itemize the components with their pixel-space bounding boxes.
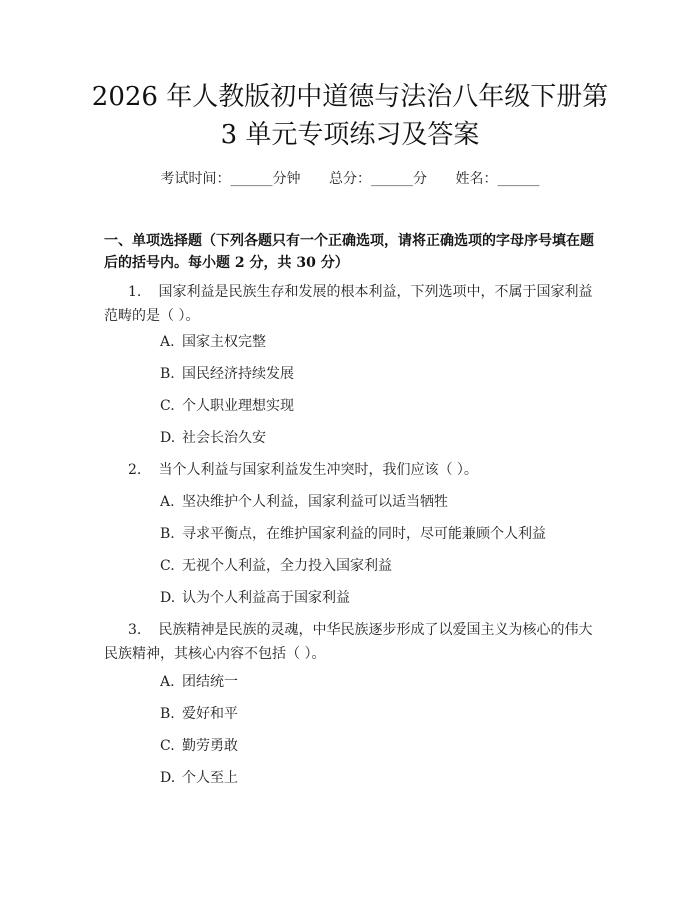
option-text: 国家主权完整	[182, 334, 266, 350]
question-2	[104, 458, 604, 482]
question-3	[104, 618, 604, 666]
question-1-option-d	[160, 428, 266, 448]
question-2-option-d	[160, 588, 350, 608]
question-3-option-b	[160, 704, 238, 724]
question-1	[104, 280, 604, 328]
question-text: 当个人利益与国家利益发生冲突时，我们应该（ ）。	[158, 462, 478, 478]
question-1-option-a	[160, 332, 266, 352]
document-title-line2: 3 单元专项练习及答案	[220, 120, 480, 150]
option-letter: D.	[160, 430, 176, 446]
option-text: 个人至上	[182, 770, 238, 786]
option-letter: B.	[160, 366, 175, 382]
option-letter: B.	[160, 706, 175, 722]
option-letter: D.	[160, 590, 176, 606]
question-number: 1.	[128, 284, 142, 300]
option-letter: B.	[160, 526, 175, 542]
option-text: 国民经济持续发展	[182, 366, 294, 382]
question-number: 3.	[128, 622, 142, 638]
option-letter: C.	[160, 738, 175, 754]
option-letter: A.	[160, 674, 175, 690]
question-number: 2.	[128, 462, 142, 478]
question-2-option-c	[160, 556, 392, 576]
option-text: 坚决维护个人利益，国家利益可以适当牺牲	[182, 494, 448, 510]
document-title-line1: 2026 年人教版初中道德与法治八年级下册第	[91, 82, 609, 112]
option-letter: D.	[160, 770, 176, 786]
option-letter: C.	[160, 398, 175, 414]
question-2-option-b	[160, 524, 546, 544]
option-text: 个人职业理想实现	[182, 398, 294, 414]
student-name-label: 姓名：______	[455, 171, 540, 187]
question-3-option-a	[160, 672, 238, 692]
question-3-option-c	[160, 736, 238, 756]
option-text: 认为个人利益高于国家利益	[182, 590, 350, 606]
section-heading: 一、单项选择题（下列各题只有一个正确选项，请将正确选项的字母序号填在题后的括号内。每小题 2 分，共 30 分）	[104, 233, 594, 271]
question-text: 民族精神是民族的灵魂，中华民族逐步形成了以爱国主义为核心的伟大民族精神，其核心内容不包括（ ）。	[104, 622, 593, 662]
option-text: 团结统一	[182, 674, 238, 690]
option-text: 寻求平衡点，在维护国家利益的同时，尽可能兼顾个人利益	[182, 526, 546, 542]
option-letter: A.	[160, 334, 175, 350]
total-score-label: 总分：______分	[329, 171, 427, 187]
question-3-option-d	[160, 768, 238, 788]
option-letter: C.	[160, 558, 175, 574]
exam-meta-line	[0, 168, 700, 188]
option-text: 社会长治久安	[182, 430, 266, 446]
question-2-option-a	[160, 492, 448, 512]
option-text: 爱好和平	[182, 706, 238, 722]
question-1-option-c	[160, 396, 294, 416]
question-1-option-b	[160, 364, 294, 384]
question-text: 国家利益是民族生存和发展的根本利益，下列选项中，不属于国家利益范畴的是（ ）。	[104, 284, 593, 324]
option-text: 勤劳勇敢	[182, 738, 238, 754]
option-letter: A.	[160, 494, 175, 510]
option-text: 无视个人利益，全力投入国家利益	[182, 558, 392, 574]
exam-time-label: 考试时间：______分钟	[160, 171, 301, 187]
